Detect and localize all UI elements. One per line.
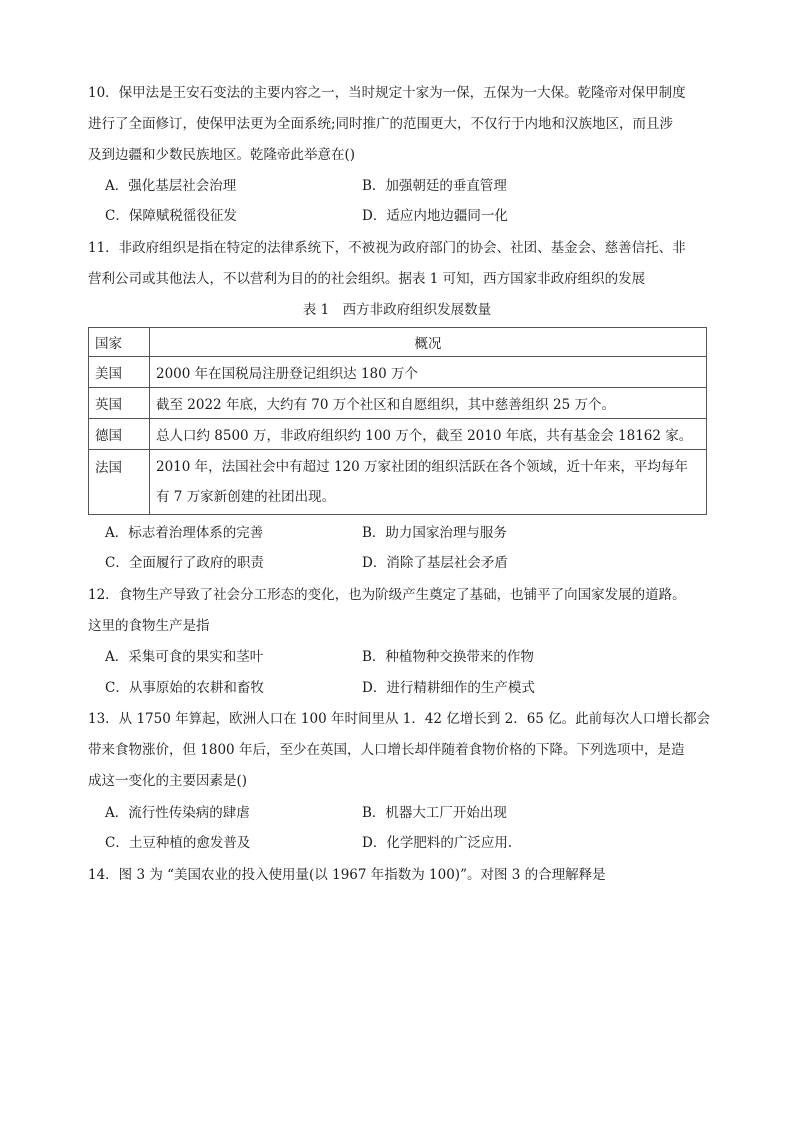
question-11-line-1: 11．非政府组织是指在特定的法律系统下，不被视为政府部门的协会、社团、基金会、慈善信托、非 bbox=[88, 240, 686, 256]
question-11-option-a[interactable]: A．标志着治理体系的完善 bbox=[105, 525, 264, 541]
table-cell-overview: 2000 年在国税局注册登记组织达 180 万个 bbox=[150, 357, 707, 388]
question-13-option-c[interactable]: C．土豆种植的愈发普及 bbox=[105, 835, 251, 851]
table-header-overview: 概况 bbox=[150, 328, 707, 357]
table-row bbox=[89, 419, 707, 450]
question-12-line-1: 12．食物生产导致了社会分工形态的变化，也为阶级产生奠定了基础，也铺平了向国家发展的道路。 bbox=[88, 587, 686, 603]
table-cell-overview: 截至 2022 年底，大约有 70 万个社区和自愿组织，其中慈善组织 25 万个。 bbox=[150, 388, 707, 419]
question-11-option-c[interactable]: C．全面履行了政府的职责 bbox=[105, 555, 264, 571]
table-cell-country: 英国 bbox=[89, 388, 150, 419]
question-13-line-2: 带来食物涨价，但 1800 年后，至少在英国，人口增长却伴随着食物价格的下降。下列选项中，是造 bbox=[88, 742, 685, 758]
question-10-option-d[interactable]: D．适应内地边疆同一化 bbox=[362, 208, 508, 224]
table-cell-country: 法国 bbox=[89, 450, 150, 515]
question-11-option-d[interactable]: D．消除了基层社会矛盾 bbox=[362, 555, 508, 571]
question-10-line-1: 10．保甲法是王安石变法的主要内容之一，当时规定十家为一保，五保为一大保。乾隆帝对保甲制度 bbox=[88, 85, 686, 101]
question-11-line-2: 营利公司或其他法人，不以营利为目的的社会组织。据表 1 可知，西方国家非政府组织的发展 bbox=[88, 271, 646, 287]
question-13-option-a[interactable]: A．流行性传染病的肆虐 bbox=[105, 805, 250, 821]
table-row bbox=[89, 357, 707, 388]
table-caption: 表 1 西方非政府组织发展数量 bbox=[302, 302, 492, 318]
question-10-line-3: 及到边疆和少数民族地区。乾隆帝此举意在() bbox=[88, 147, 356, 163]
question-12-option-d[interactable]: D．进行精耕细作的生产模式 bbox=[362, 680, 535, 696]
question-10-option-a[interactable]: A．强化基层社会治理 bbox=[105, 178, 237, 194]
table-cell-country: 德国 bbox=[89, 419, 150, 450]
question-12-line-2: 这里的食物生产是指 bbox=[88, 618, 210, 634]
question-12-option-c[interactable]: C．从事原始的农耕和畜牧 bbox=[105, 680, 264, 696]
question-11-option-b[interactable]: B．助力国家治理与服务 bbox=[362, 525, 507, 541]
table-header-row bbox=[89, 328, 707, 357]
question-12-option-a[interactable]: A．采集可食的果实和茎叶 bbox=[105, 649, 264, 665]
ngo-table bbox=[88, 327, 707, 515]
question-10-line-2: 进行了全面修订，使保甲法更为全面系统;同时推广的范围更大，不仅行于内地和汉族地区，而且涉 bbox=[88, 116, 674, 132]
question-14-line-1: 14．图 3 为 “美国农业的投入使用量(以 1967 年指数为 100)”。对图 3 的合理解释是 bbox=[88, 867, 606, 883]
question-13-option-b[interactable]: B．机器大工厂开始出现 bbox=[362, 805, 507, 821]
question-13-line-3: 成这一变化的主要因素是() bbox=[88, 773, 248, 789]
table-cell-overview: 总人口约 8500 万，非政府组织约 100 万个，截至 2010 年底，共有基金会 18162 家。 bbox=[150, 419, 707, 450]
table-cell-country: 美国 bbox=[89, 357, 150, 388]
question-10-option-b[interactable]: B．加强朝廷的垂直管理 bbox=[362, 178, 507, 194]
table-cell-overview: 2010 年，法国社会中有超过 120 万家社团的组织活跃在各个领域，近十年来，平均每年有 7 万家新创建的社团出现。 bbox=[150, 450, 707, 515]
question-10-option-c[interactable]: C．保障赋税徭役征发 bbox=[105, 208, 237, 224]
question-13-line-1: 13．从 1750 年算起，欧洲人口在 100 年时间里从 1．42 亿增长到 2．65 亿。此前每次人口增长都会 bbox=[88, 711, 711, 727]
question-13-option-d[interactable]: D．化学肥料的广泛应用. bbox=[362, 835, 513, 851]
table-row bbox=[89, 450, 707, 515]
question-12-option-b[interactable]: B．种植物种交换带来的作物 bbox=[362, 649, 534, 665]
table-row bbox=[89, 388, 707, 419]
table-header-country: 国家 bbox=[89, 328, 150, 357]
